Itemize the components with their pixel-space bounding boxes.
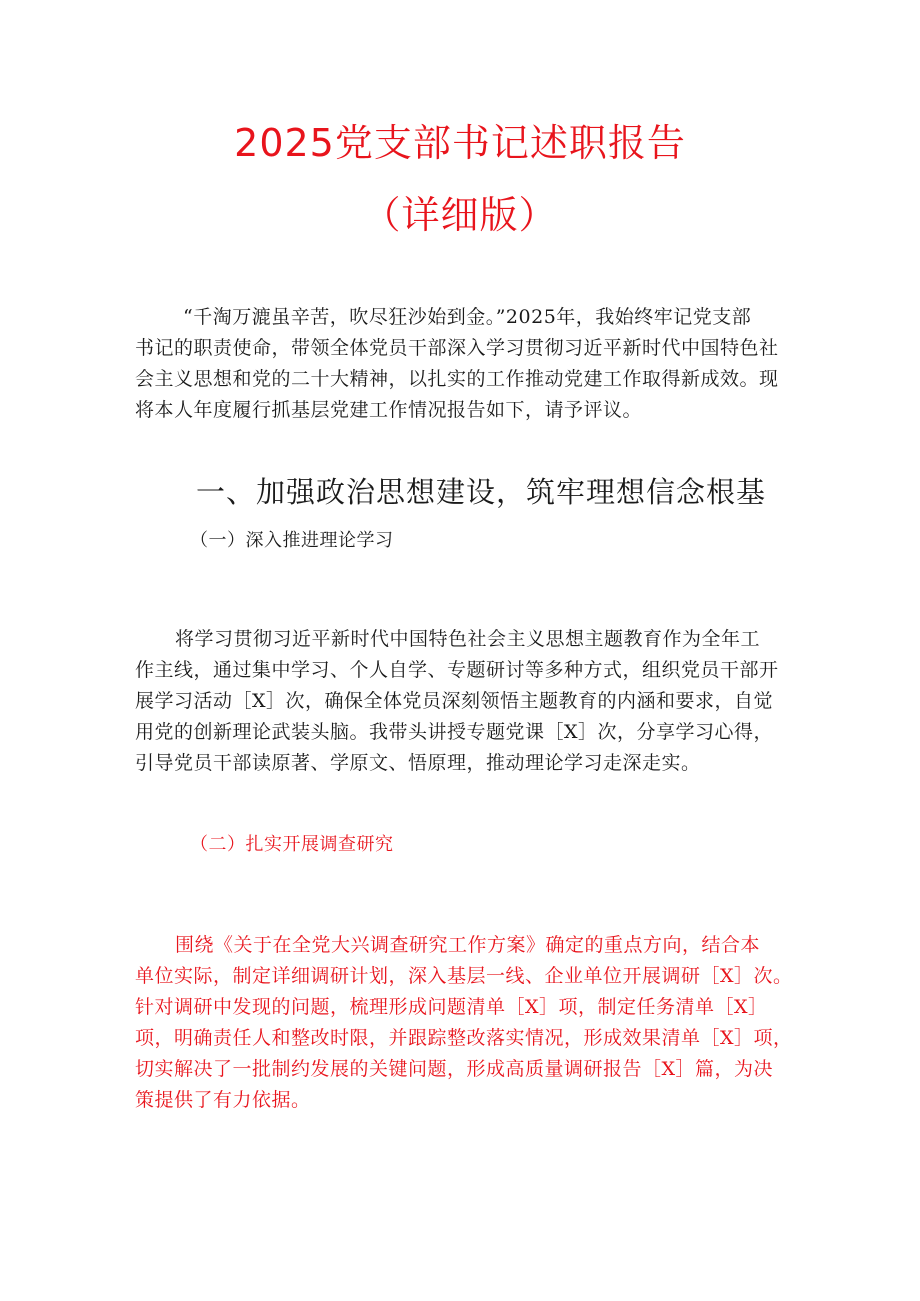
intro-line: 书记的职责使命，带领全体党员干部深入学习贯彻习近平新时代中国特色社 — [135, 337, 779, 359]
body-line: 作主线，通过集中学习、个人自学、专题研讨等多种方式，组织党员干部开 — [135, 659, 779, 681]
document-subtitle: （详细版） — [362, 193, 558, 237]
subsection-1-paragraph — [135, 624, 795, 779]
body-line: 项，明确责任人和整改时限，并跟踪整改落实情况，形成效果清单［X］项， — [135, 1027, 793, 1049]
body-line: 将学习贯彻习近平新时代中国特色社会主义思想主题教育作为全年工 — [175, 628, 761, 650]
body-line: 围绕《关于在全党大兴调查研究工作方案》确定的重点方向，结合本 — [175, 934, 761, 956]
body-line: 策提供了有力依据。 — [135, 1089, 311, 1111]
subsection-heading-2: （二）扎实开展调查研究 — [190, 834, 394, 855]
body-line: 引导党员干部读原著、学原文、悟原理，推动理论学习走深走实。 — [135, 752, 701, 774]
intro-line: 会主义思想和党的二十大精神，以扎实的工作推动党建工作取得新成效。现 — [135, 368, 779, 390]
body-line: 切实解决了一批制约发展的关键问题，形成高质量调研报告［X］篇，为决 — [135, 1058, 774, 1080]
body-line: 用党的创新理论武装头脑。我带头讲授专题党课［X］次，分享学习心得， — [135, 721, 774, 743]
intro-line: “千淘万漉虽辛苦，吹尽狂沙始到金。”2025年，我始终牢记党支部 — [183, 306, 752, 328]
subsection-heading-1: （一）深入推进理论学习 — [190, 530, 394, 551]
body-line: 展学习活动［X］次，确保全体党员深刻领悟主题教育的内涵和要求，自觉 — [135, 690, 774, 712]
intro-paragraph — [135, 302, 795, 426]
subsection-2-paragraph — [135, 930, 835, 1116]
section-heading-1: 一、加强政治思想建设，筑牢理想信念根基 — [196, 475, 767, 509]
intro-line: 将本人年度履行抓基层党建工作情况报告如下，请予评议。 — [135, 399, 643, 421]
body-line: 针对调研中发现的问题，梳理形成问题清单［X］项，制定任务清单［X］ — [135, 996, 768, 1018]
body-line: 单位实际，制定详细调研计划，深入基层一线、企业单位开展调研［X］次。 — [135, 965, 793, 987]
document-title: 2025党支部书记述职报告 — [234, 121, 686, 165]
